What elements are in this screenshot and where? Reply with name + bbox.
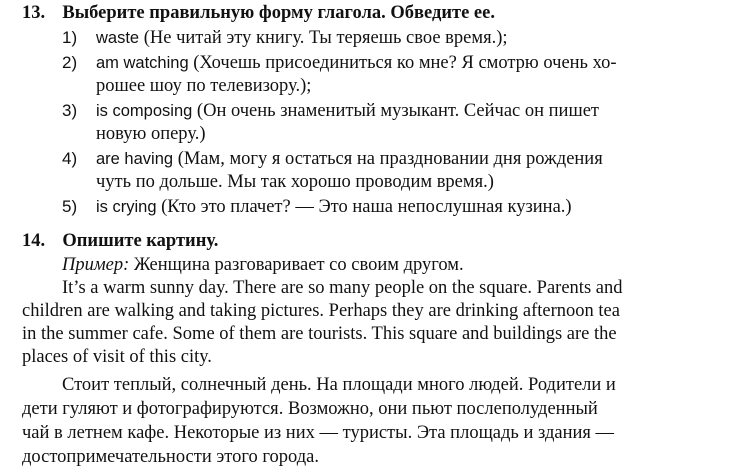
english-paragraph-line-4: places of visit of this city.: [22, 347, 212, 367]
exercise-14-number: 14.: [22, 231, 46, 251]
exercise-13-heading: [22, 2, 495, 24]
item-5-number: 5): [62, 197, 78, 216]
russian-paragraph-line-1: Стоит теплый, солнечный день. На площади много людей. Родители и: [62, 375, 616, 395]
item-2-number: 2): [62, 53, 78, 72]
russian-paragraph-line-3: чай в летнем кафе. Некоторые из них — туристы. Эта площадь и здания —: [22, 423, 615, 443]
item-1-verb: waste: [96, 29, 140, 47]
item-3-translation: (Он очень знаменитый музыкант. Сейчас он пишет: [192, 101, 599, 121]
english-paragraph-line-2: children are walking and taking pictures. Perhaps they are drinking afternoon tea: [22, 301, 620, 321]
item-1-line-1: [96, 27, 508, 49]
exercise-14-title: Опишите картину.: [62, 231, 219, 251]
item-3-line-2: новую оперу.): [96, 124, 206, 144]
item-1-translation: (Не читай эту книгу. Ты теряешь свое время.);: [139, 28, 508, 48]
russian-paragraph-line-4: достопримечательности этого города.: [22, 447, 319, 467]
item-2-verb: am watching: [96, 54, 189, 72]
item-4-line-2: чуть по дольше. Мы так хорошо проводим время.): [96, 172, 494, 192]
item-4-translation: (Мам, могу я остаться на праздновании дня рождения: [173, 149, 603, 169]
item-5-translation: (Кто это плачет? — Это наша непослушная кузина.): [156, 197, 572, 217]
item-1-number: 1): [62, 28, 78, 47]
item-4-line-1: [96, 148, 603, 170]
item-3-number: 3): [62, 101, 78, 120]
russian-paragraph-line-2: дети гуляют и фотографируются. Возможно, они пьют послеполуденный: [22, 399, 598, 419]
item-5-verb: is crying: [96, 198, 157, 216]
example-label: Пример:: [62, 255, 130, 275]
english-paragraph-line-3: in the summer cafe. Some of them are tourists. This square and buildings are the: [22, 324, 617, 344]
item-2-line-1: [96, 52, 617, 74]
exercise-13-title: Выберите правильную форму глагола. Обведите ее.: [62, 3, 495, 23]
item-2-line-2: рошее шоу по телевизору.);: [96, 76, 312, 96]
example-text: Женщина разговаривает со своим другом.: [129, 255, 464, 275]
example-line: [62, 254, 464, 276]
item-4-number: 4): [62, 149, 78, 168]
item-3-verb: is composing: [96, 102, 193, 120]
english-paragraph-line-1: It’s a warm sunny day. There are so many people on the square. Parents and: [62, 278, 623, 298]
item-4-verb: are having: [96, 150, 174, 168]
exercise-13-number: 13.: [22, 3, 46, 23]
exercise-14-heading: [22, 230, 218, 252]
item-3-line-1: [96, 100, 599, 122]
item-5-line-1: [96, 196, 572, 218]
item-2-translation: (Хочешь присоединиться ко мне? Я смотрю очень хо-: [188, 53, 617, 73]
